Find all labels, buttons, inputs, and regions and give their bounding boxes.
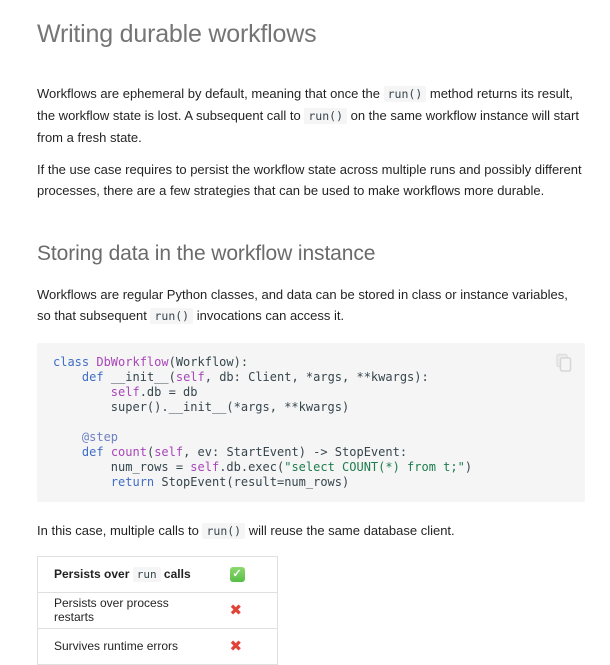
text-segment: Persists over process restarts xyxy=(54,596,169,625)
text-segment: Persists over xyxy=(54,567,133,582)
check-icon: ✓ xyxy=(230,567,245,582)
text-segment: invocations can access it. xyxy=(193,307,345,323)
code-token: class xyxy=(53,354,90,369)
text-segment: In this case, multiple calls to xyxy=(37,522,203,538)
code-token: ) xyxy=(464,459,473,474)
code-token: self xyxy=(190,459,220,474)
code-token: .db = db xyxy=(139,384,198,399)
code-token: return xyxy=(110,474,155,489)
code-token: num_rows = xyxy=(53,459,191,474)
code-token: super().__init__(*args, **kwargs) xyxy=(53,399,350,414)
inline-code: run xyxy=(133,567,161,582)
table-row xyxy=(38,556,278,592)
code-token: , db: Client, *args, **kwargs): xyxy=(204,369,429,384)
code-token: self xyxy=(154,444,184,459)
code-token: def xyxy=(81,369,104,384)
copy-icon[interactable] xyxy=(555,353,573,373)
section-heading: Storing data in the workflow instance xyxy=(37,241,376,265)
inline-code: run() xyxy=(384,86,427,102)
text-segment: calls xyxy=(160,567,191,582)
table-row xyxy=(38,628,278,664)
text-segment: Workflows are regular Python classes, and data can be stored in class or instance variables, so that subsequent xyxy=(37,286,568,323)
text-segment: method returns its result, the workflow state is lost. A subsequent call to xyxy=(37,85,573,123)
text-segment: Workflows are ephemeral by default, meaning that once the xyxy=(37,85,384,101)
text-segment: Survives runtime errors xyxy=(54,639,179,654)
code-token: def xyxy=(81,444,104,459)
inline-code: run() xyxy=(202,523,245,539)
code-token xyxy=(53,445,82,459)
code-token xyxy=(53,385,111,399)
code-content xyxy=(37,343,585,502)
cross-icon: ✖ xyxy=(229,600,243,619)
page-title: Writing durable workflows xyxy=(37,20,317,48)
table-row xyxy=(38,592,278,628)
table-row-status xyxy=(214,628,278,664)
text-segment: on the same workflow instance will start from a fresh state. xyxy=(37,107,579,145)
table-row-status xyxy=(214,592,278,628)
code-token: ( xyxy=(146,444,155,459)
paragraph-ephemeral xyxy=(37,83,585,148)
table-row-label xyxy=(38,592,214,628)
text-segment: will reuse the same database client. xyxy=(245,522,455,538)
code-token xyxy=(104,445,111,459)
code-token: , ev: StartEvent) -> StopEvent: xyxy=(183,444,408,459)
code-block xyxy=(37,343,585,502)
code-token xyxy=(53,475,111,489)
code-token: __init__( xyxy=(103,369,176,384)
code-token: self xyxy=(175,369,205,384)
table-row-label xyxy=(38,628,214,664)
inline-code: run() xyxy=(150,308,193,324)
code-token: (Workflow): xyxy=(168,354,249,369)
durability-status-table xyxy=(37,556,278,665)
paragraph-reuse-client xyxy=(37,520,585,542)
code-token: DbWorkflow xyxy=(96,354,169,369)
durability-status-rows xyxy=(38,556,278,664)
code-token xyxy=(53,370,82,384)
code-token xyxy=(53,430,82,444)
code-token: count xyxy=(110,444,147,459)
text-segment: If the use case requires to persist the workflow state across multiple runs and possibly different processes, there are a few strategies that can be used to make workflows more durable. xyxy=(37,161,582,198)
table-row-status xyxy=(214,556,278,592)
paragraph-persist-strategies xyxy=(37,159,585,201)
table-row-label xyxy=(38,556,214,592)
code-token: StopEvent(result=num_rows) xyxy=(154,474,350,489)
inline-code: run() xyxy=(304,108,347,124)
cross-icon: ✖ xyxy=(229,636,243,655)
code-token: self xyxy=(110,384,140,399)
paragraph-instance-variables xyxy=(37,284,585,327)
code-token: .db.exec( xyxy=(219,459,285,474)
code-token: @step xyxy=(81,429,119,444)
code-token: "select COUNT(*) from t;" xyxy=(284,459,465,474)
